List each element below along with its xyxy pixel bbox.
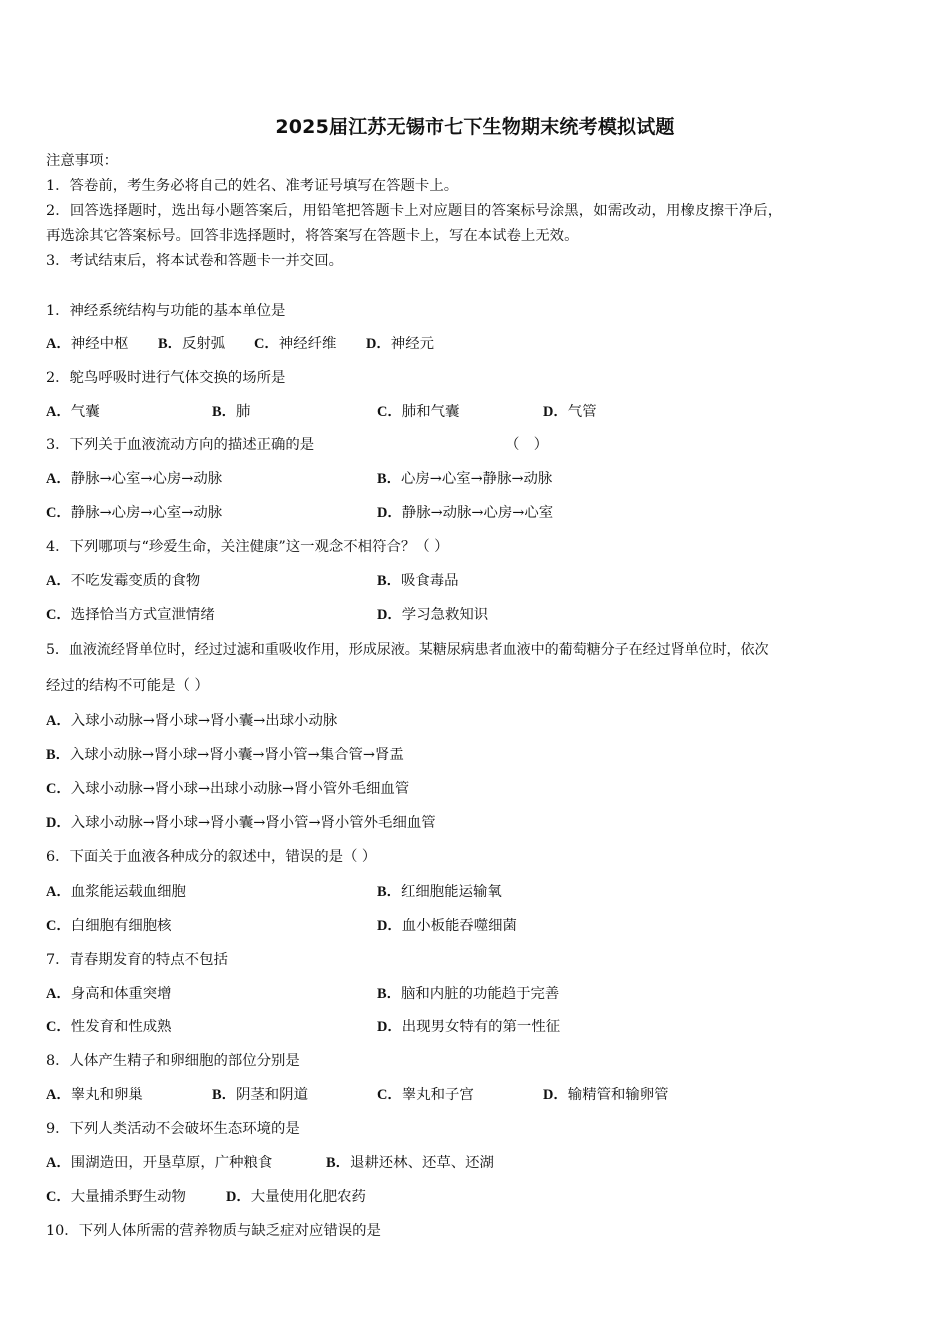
option-c[interactable]: C．入球小动脉→肾小球→出球小动脉→肾小管外毛细血管	[46, 781, 410, 797]
option-d[interactable]: D．学习急救知识	[377, 607, 489, 623]
option-c[interactable]: C．睾丸和子宫	[377, 1087, 474, 1103]
option-a[interactable]: A．睾丸和卵巢	[46, 1087, 143, 1103]
option-b[interactable]: B．心房→心室→静脉→动脉	[377, 471, 553, 487]
option-d[interactable]: D．静脉→动脉→心房→心室	[377, 505, 554, 521]
option-a[interactable]: A．静脉→心室→心房→动脉	[46, 471, 223, 487]
option-d[interactable]: D．神经元	[366, 336, 434, 352]
option-c[interactable]: C．选择恰当方式宣泄情绪	[46, 607, 215, 623]
option-b[interactable]: B．红细胞能运输氧	[377, 884, 502, 900]
option-c[interactable]: C．性发育和性成熟	[46, 1019, 172, 1035]
question-stem: 2．鸵鸟呼吸时进行气体交换的场所是	[46, 370, 286, 386]
option-b[interactable]: B．反射弧	[158, 336, 226, 352]
question-stem: 1．神经系统结构与功能的基本单位是	[46, 303, 286, 319]
question-stem: 8．人体产生精子和卵细胞的部位分别是	[46, 1053, 300, 1069]
option-d[interactable]: D．大量使用化肥农药	[226, 1189, 366, 1205]
option-a[interactable]: A．围湖造田，开垦草原，广种粮食	[46, 1155, 273, 1171]
question-stem: 7．青春期发育的特点不包括	[46, 952, 228, 968]
notice-item: 3．考试结束后，将本试卷和答题卡一并交回。	[46, 253, 343, 269]
question-stem-continued: 经过的结构不可能是（ ）	[46, 678, 209, 694]
option-d[interactable]: D．血小板能吞噬细菌	[377, 918, 517, 934]
option-c[interactable]: C．神经纤维	[254, 336, 337, 352]
option-d[interactable]: D．出现男女特有的第一性征	[377, 1019, 561, 1035]
question-stem: 4．下列哪项与“珍爱生命，关注健康”这一观念不相符合？（ ）	[46, 539, 449, 555]
option-a[interactable]: A．神经中枢	[46, 336, 129, 352]
option-b[interactable]: B．肺	[212, 404, 251, 420]
option-b[interactable]: B．吸食毒品	[377, 573, 459, 589]
option-a[interactable]: A．气囊	[46, 404, 100, 420]
notice-item: 再选涂其它答案标号。回答非选择题时，将答案写在答题卡上，写在本试卷上无效。	[46, 228, 579, 244]
option-b[interactable]: B．阴茎和阴道	[212, 1087, 308, 1103]
option-c[interactable]: C．大量捕杀野生动物	[46, 1189, 186, 1205]
notice-item: 1．答卷前，考生务必将自己的姓名、准考证号填写在答题卡上。	[46, 178, 459, 194]
option-b[interactable]: B．入球小动脉→肾小球→肾小囊→肾小管→集合管→肾盂	[46, 747, 404, 763]
notice-item: 2．回答选择题时，选出每小题答案后，用铅笔把答题卡上对应题目的答案标号涂黑，如需改动，用橡皮擦干净后，	[46, 203, 783, 219]
question-stem: 5．血液流经肾单位时，经过过滤和重吸收作用，形成尿液。某糖尿病患者血液中的葡萄糖分子在经过肾单位时，依次	[46, 642, 769, 658]
option-a[interactable]: A．不吃发霉变质的食物	[46, 573, 201, 589]
option-c[interactable]: C．白细胞有细胞核	[46, 918, 172, 934]
question-stem: 10．下列人体所需的营养物质与缺乏症对应错误的是	[46, 1223, 381, 1239]
option-d[interactable]: D．入球小动脉→肾小球→肾小囊→肾小管→肾小管外毛细血管	[46, 815, 436, 831]
option-d[interactable]: D．输精管和输卵管	[543, 1087, 669, 1103]
option-c[interactable]: C．肺和气囊	[377, 404, 460, 420]
answer-bracket: （ ）	[505, 437, 549, 453]
question-stem: 9．下列人类活动不会破坏生态环境的是	[46, 1121, 300, 1137]
question-stem: 3．下列关于血液流动方向的描述正确的是	[46, 437, 315, 453]
exam-title: 2025届江苏无锡市七下生物期末统考模拟试题	[275, 116, 675, 138]
option-a[interactable]: A．血浆能运载血细胞	[46, 884, 186, 900]
question-stem: 6．下面关于血液各种成分的叙述中，错误的是（ ）	[46, 849, 377, 865]
option-c[interactable]: C．静脉→心房→心室→动脉	[46, 505, 223, 521]
option-b[interactable]: B．退耕还林、还草、还湖	[326, 1155, 494, 1171]
option-a[interactable]: A．入球小动脉→肾小球→肾小囊→出球小动脉	[46, 713, 338, 729]
notice-heading: 注意事项：	[46, 153, 118, 169]
option-a[interactable]: A．身高和体重突增	[46, 986, 172, 1002]
option-d[interactable]: D．气管	[543, 404, 597, 420]
option-b[interactable]: B．脑和内脏的功能趋于完善	[377, 986, 560, 1002]
